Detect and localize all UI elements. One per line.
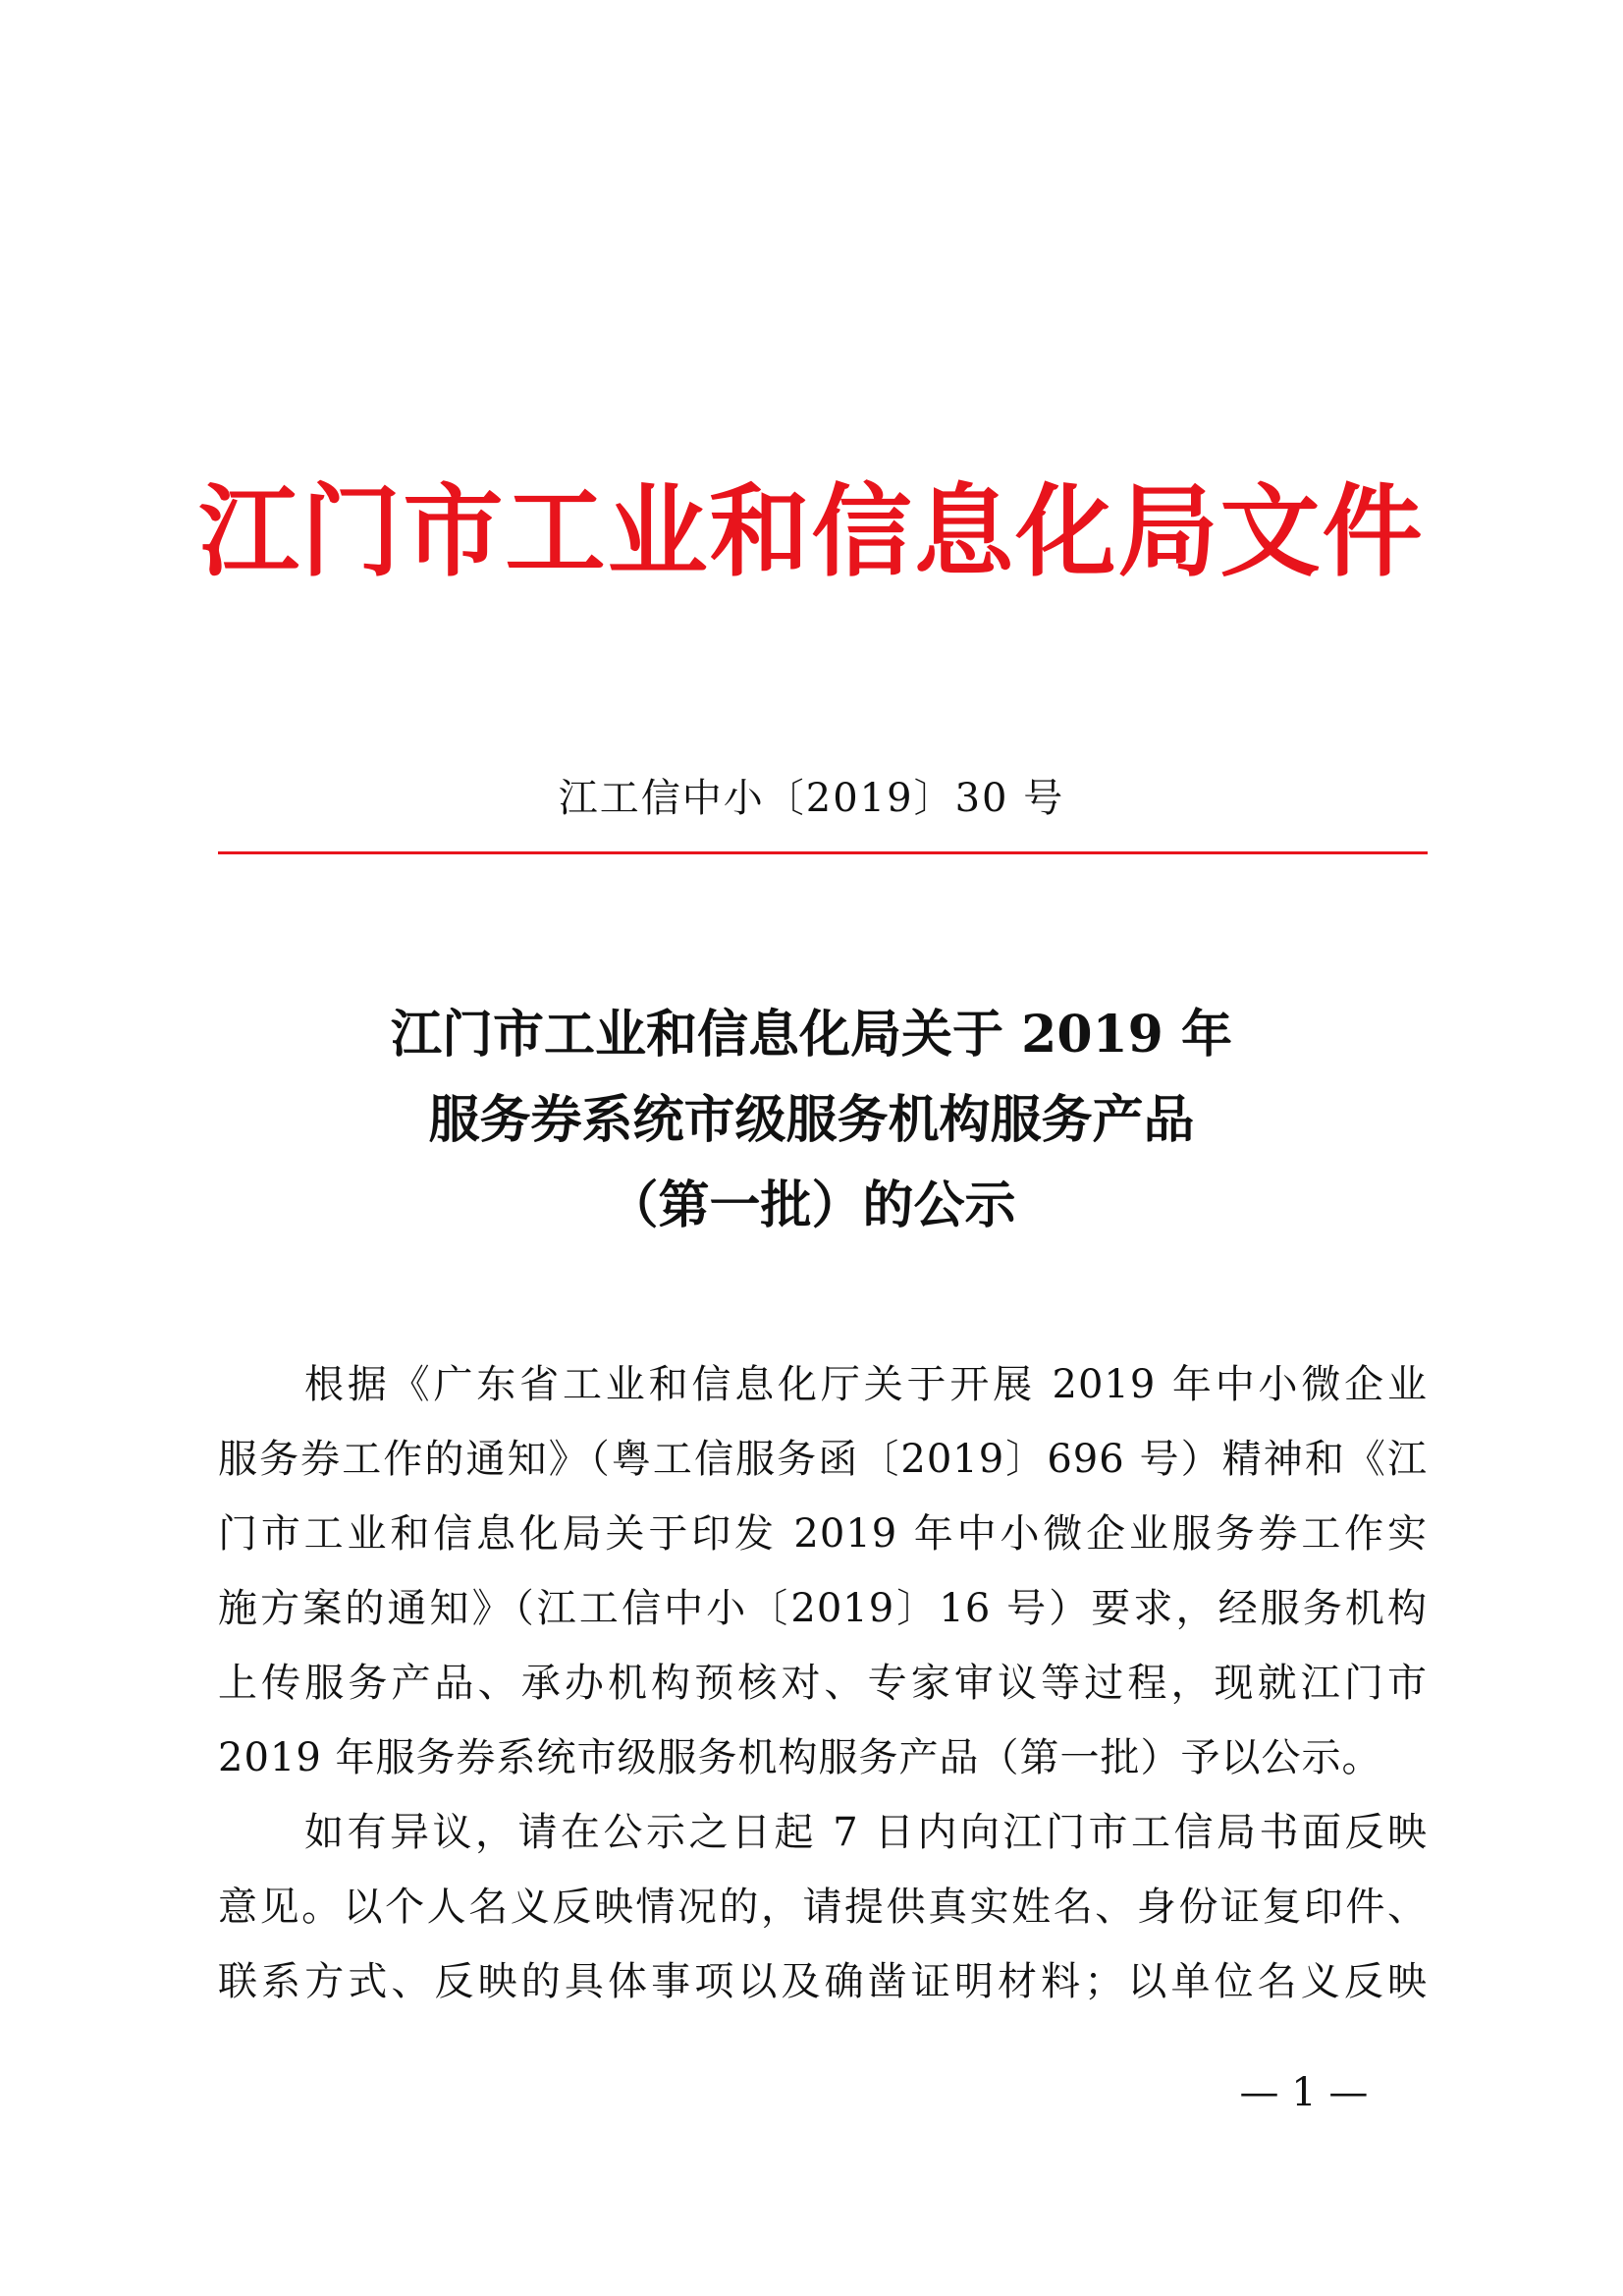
document-body bbox=[218, 1347, 1428, 2019]
page-number: — 1 — bbox=[1239, 2070, 1369, 2115]
red-divider-rule bbox=[218, 851, 1428, 854]
document-title-line-3: （第一批）的公示 bbox=[607, 1175, 1016, 1235]
body-line: 门市工业和信息化局关于印发 2019 年中小微企业服务券工作实 bbox=[218, 1511, 1428, 1557]
document-title-line-1: 江门市工业和信息化局关于 2019 年 bbox=[391, 1005, 1232, 1065]
body-line: 2019 年服务券系统市级服务机构服务产品（第一批）予以公示。 bbox=[218, 1735, 1382, 1780]
document-title-line-2: 服务券系统市级服务机构服务产品 bbox=[428, 1090, 1195, 1150]
body-line: 联系方式、反映的具体事项以及确凿证明材料；以单位名义反映 bbox=[218, 1959, 1428, 2004]
body-line: 根据《广东省工业和信息化厅关于开展 2019 年中小微企业 bbox=[304, 1362, 1428, 1407]
body-line: 服务券工作的通知》（粤工信服务函〔2019〕696 号）精神和《江 bbox=[218, 1437, 1428, 1482]
body-line: 如有异议，请在公示之日起 7 日内向江门市工信局书面反映 bbox=[304, 1810, 1428, 1855]
body-line: 施方案的通知》（江工信中小〔2019〕16 号）要求，经服务机构 bbox=[218, 1586, 1428, 1631]
body-paragraph-2 bbox=[218, 1795, 1428, 2019]
body-paragraph-1 bbox=[218, 1347, 1428, 1795]
document-title bbox=[0, 992, 1623, 1248]
body-line: 意见。以个人名义反映情况的，请提供真实姓名、身份证复印件、 bbox=[218, 1885, 1428, 1930]
masthead-title: 江门市工业和信息化局文件 bbox=[198, 474, 1425, 591]
document-number: 江工信中小〔2019〕30 号 bbox=[558, 776, 1065, 821]
body-line: 上传服务产品、承办机构预核对、专家审议等过程，现就江门市 bbox=[218, 1661, 1428, 1706]
